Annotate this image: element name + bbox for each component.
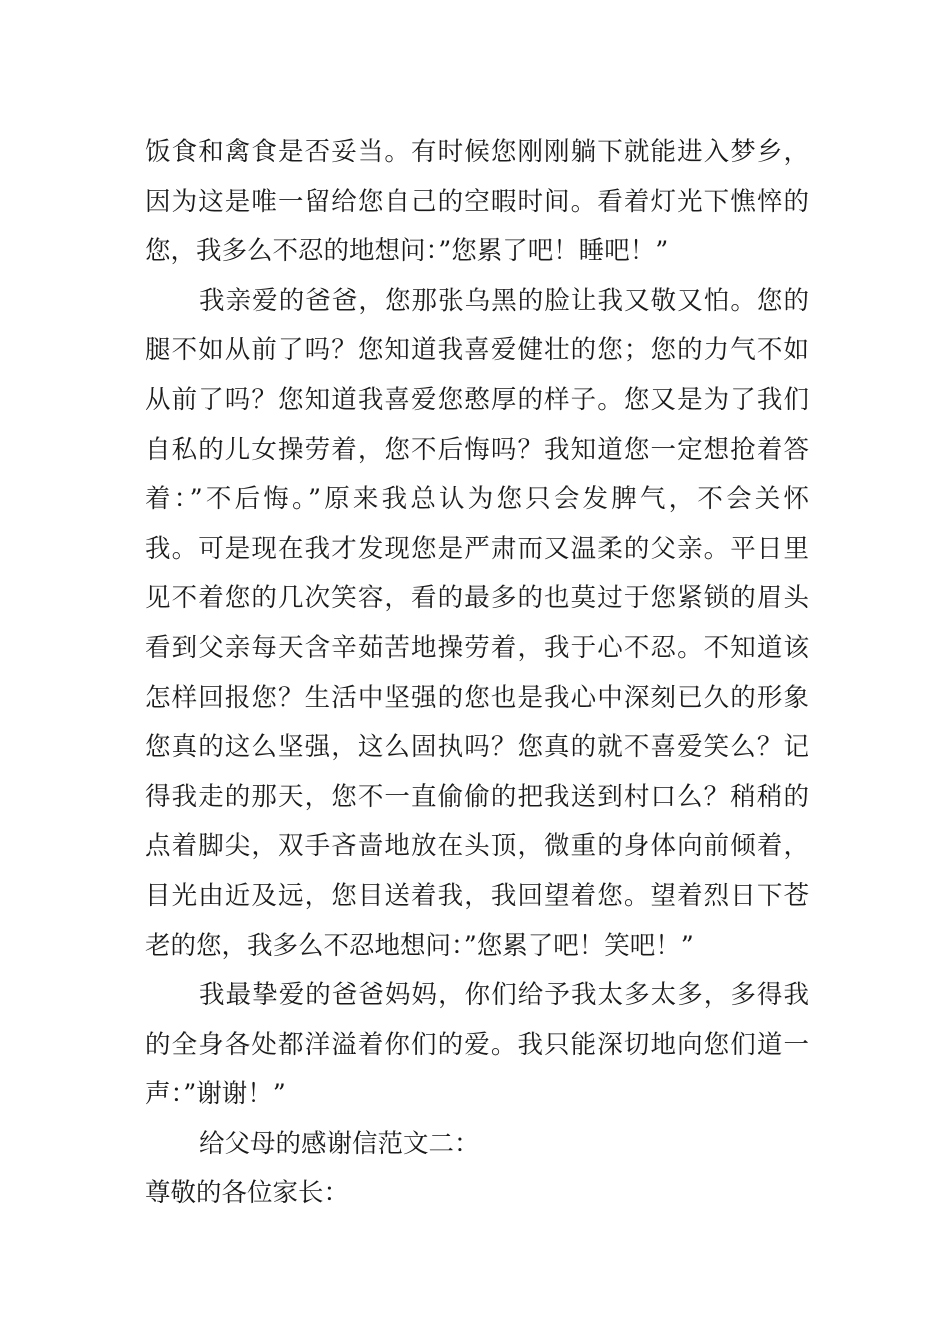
text-line: 我。可是现在我才发现您是严肃而又温柔的父亲。平日里 [145,533,809,564]
text-line: 饭食和禽食是否妥当。有时候您刚刚躺下就能进入梦乡， [145,137,809,167]
text-line: 您，我多么不忍的地想问：”您累了吧！睡吧！” [145,236,669,267]
text-line: 看到父亲每天含辛茹苦地操劳着，我于心不忍。不知道该 [145,632,809,663]
text-line: 老的您，我多么不忍地想问：”您累了吧！笑吧！” [145,930,694,961]
text-line: 点着脚尖，双手吝啬地放在头顶，微重的身体向前倾着， [145,831,809,862]
text-line: 腿不如从前了吗？您知道我喜爱健壮的您；您的力气不如 [145,335,809,366]
paragraph-start-line: 我最挚爱的爸爸妈妈，你们给予我太多太多，多得我 [199,980,809,1011]
text-line: 您真的这么坚强，这么固执吗？您真的就不喜爱笑么？记 [145,732,809,763]
text-line: 声：”谢谢！” [145,1079,286,1110]
document-body [145,128,809,1219]
text-line: 目光由近及远，您目送着我，我回望着您。望着烈日下苍 [145,880,809,911]
text-line: 见不着您的几次笑容，看的最多的也莫过于您紧锁的眉头 [145,583,809,614]
text-line: 得我走的那天，您不一直偷偷的把我送到村口么？稍稍的 [145,781,809,812]
salutation-line: 尊敬的各位家长： [145,1178,350,1209]
text-line: 着：”不后悔。”原来我总认为您只会发脾气，不会关怀 [145,484,809,515]
text-line: 自私的儿女操劳着，您不后悔吗？我知道您一定想抢着答 [145,434,809,465]
text-line: 从前了吗？您知道我喜爱您憨厚的样子。您又是为了我们 [145,384,809,415]
section-heading: 给父母的感谢信范文二： [199,1128,480,1159]
text-line: 因为这是唯一留给您自己的空暇时间。看着灯光下憔悴的 [145,186,809,217]
text-line: 的全身各处都洋溢着你们的爱。我只能深切地向您们道一 [145,1029,809,1060]
text-line: 怎样回报您？生活中坚强的您也是我心中深刻已久的形象 [145,682,809,713]
paragraph-start-line: 我亲爱的爸爸，您那张乌黑的脸让我又敬又怕。您的 [199,285,809,316]
